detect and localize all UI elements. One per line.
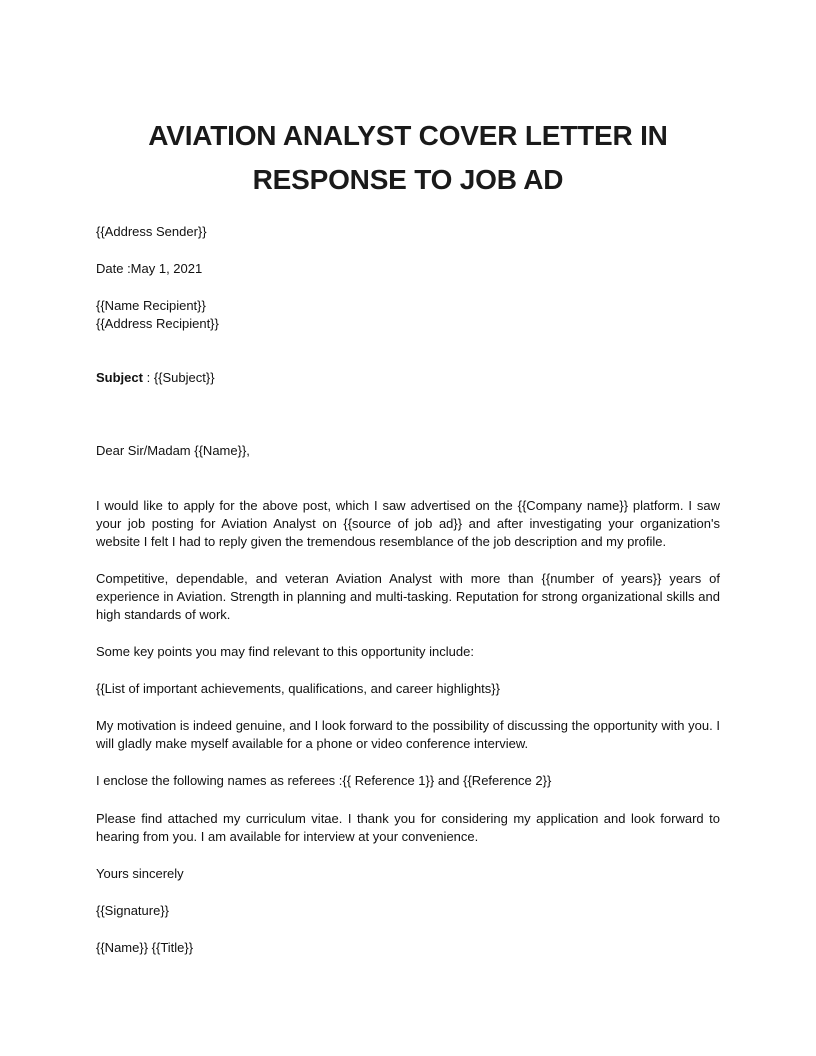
- sender-address: {{Address Sender}}: [96, 224, 207, 239]
- salutation: Dear Sir/Madam {{Name}},: [96, 443, 250, 458]
- title-line-1: AVIATION ANALYST COVER LETTER IN: [148, 120, 668, 151]
- recipient-name: {{Name Recipient}}: [96, 298, 206, 313]
- subject-line: [96, 369, 720, 387]
- paragraph-motivation: My motivation is indeed genuine, and I look forward to the possibility of discussing the opportunity with you. I will gladly make myself available for a phone or video conference interview.: [96, 718, 720, 752]
- paragraph-referees: I enclose the following names as referees :{{ Reference 1}} and {{Reference 2}}: [96, 773, 552, 788]
- document-title: [96, 114, 720, 202]
- paragraph-application: I would like to apply for the above post, which I saw advertised on the {{Company name}} platform. I saw your job posting for Aviation Analyst on {{source of job ad}} and after investigating your organization's website I felt I had to reply given the tremendous resemblance of the job description and my profile.: [96, 498, 720, 550]
- paragraph-key-points-intro: Some key points you may find relevant to this opportunity include:: [96, 644, 474, 659]
- letter-date: Date :May 1, 2021: [96, 261, 203, 276]
- subject-separator: :: [142, 370, 154, 385]
- paragraph-closing: Please find attached my curriculum vitae. I thank you for considering my application and look forward to hearing from you. I am available for interview at your convenience.: [96, 811, 720, 845]
- paragraph-achievements: {{List of important achievements, qualifications, and career highlights}}: [96, 681, 500, 696]
- paragraph-experience: Competitive, dependable, and veteran Aviation Analyst with more than {{number of years}} years of experience in Aviation. Strength in planning and multi-tasking. Reputation for strong organizational skills and high standards of work.: [96, 571, 720, 623]
- name-title-placeholder: {{Name}} {{Title}}: [96, 940, 194, 955]
- signature-placeholder: {{Signature}}: [96, 903, 170, 918]
- recipient-address: {{Address Recipient}}: [96, 316, 219, 331]
- subject-label: Subject: [96, 370, 143, 385]
- sign-off: Yours sincerely: [96, 866, 184, 881]
- title-line-2: RESPONSE TO JOB AD: [252, 164, 564, 195]
- subject-value: {{Subject}}: [153, 370, 215, 385]
